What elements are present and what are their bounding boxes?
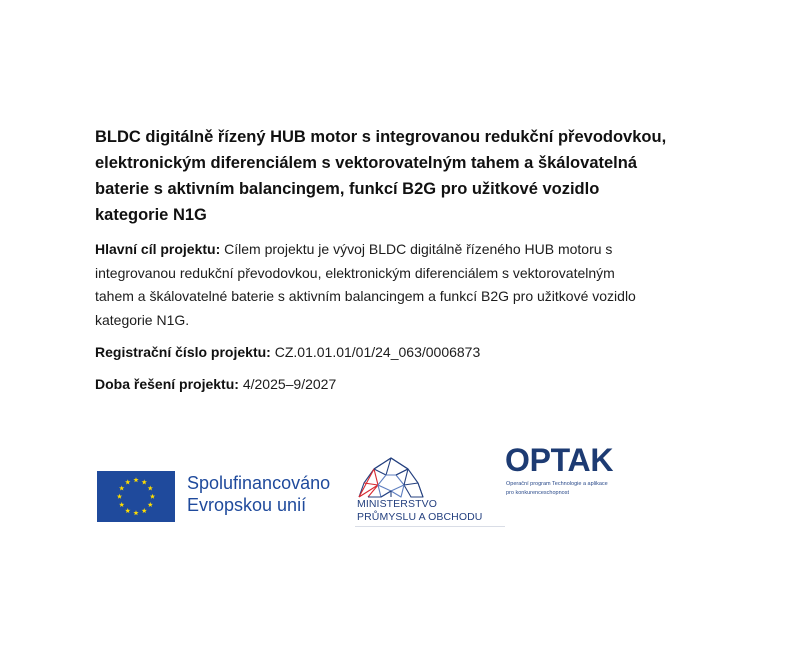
registration-value: CZ.01.01.01/01/24_063/0006873: [274, 344, 481, 360]
mpo-globe-line: [404, 469, 423, 497]
optak-subtitle-line: Operační program Technologie a aplikace: [506, 481, 608, 487]
project-duration: [95, 374, 336, 394]
duration-value: 4/2025–9/2027: [242, 376, 337, 392]
project-goal: [95, 238, 636, 332]
project-goal-line: integrovanou redukční převodovkou, elektronickým diferenciálem s vektorovatelným: [95, 264, 615, 281]
mpo-globe-line: [359, 469, 378, 497]
mpo-text-line: PRŮMYSLU A OBCHODU: [357, 511, 483, 523]
mpo-globe-line: [374, 458, 391, 475]
project-goal-line: tahem a škálovatelné baterie s aktivním balancingem a funkcí B2G pro užitkové vozidlo: [95, 288, 636, 304]
mpo-logo-globe: [356, 455, 426, 499]
project-title-line: kategorie N1G: [95, 206, 207, 224]
eu-text-line: Spolufinancováno: [187, 473, 331, 493]
registration-number: [95, 342, 480, 362]
duration-label: Doba řešení projektu:: [95, 376, 239, 392]
mpo-text-line: MINISTERSTVO: [357, 498, 437, 510]
project-goal-line: kategorie N1G.: [95, 311, 190, 328]
project-goal-line: [95, 238, 636, 262]
eu-cofinanced-text: [187, 472, 330, 516]
project-goal-label: Hlavní cíl projektu:: [95, 241, 221, 257]
project-goal-text: Cílem projektu je vývoj BLDC digitálně řízeného HUB motoru s: [224, 241, 613, 257]
mpo-globe-line: [386, 458, 408, 475]
project-title: [95, 124, 666, 228]
optak-subtitle-line: pro konkurenceschopnost: [506, 489, 569, 496]
optak-logo-name: OPTAK: [505, 442, 614, 478]
mpo-logo-divider: [355, 526, 505, 527]
optak-logo-subtitle: [506, 480, 608, 497]
project-title-line: baterie s aktivním balancingem, funkcí B2G pro užitkové vozidlo: [95, 180, 600, 198]
project-title-line: elektronickým diferenciálem s vektorovatelným tahem a škálovatelná: [95, 154, 638, 172]
registration-label: Registrační číslo projektu:: [95, 344, 271, 360]
project-title-line: BLDC digitálně řízený HUB motor s integrovanou redukční převodovkou,: [95, 128, 667, 146]
mpo-logo-text: [357, 498, 483, 524]
eu-flag-logo: [97, 471, 175, 522]
eu-text-line: Evropskou unií: [187, 495, 307, 515]
mpo-globe-line: [378, 475, 404, 491]
